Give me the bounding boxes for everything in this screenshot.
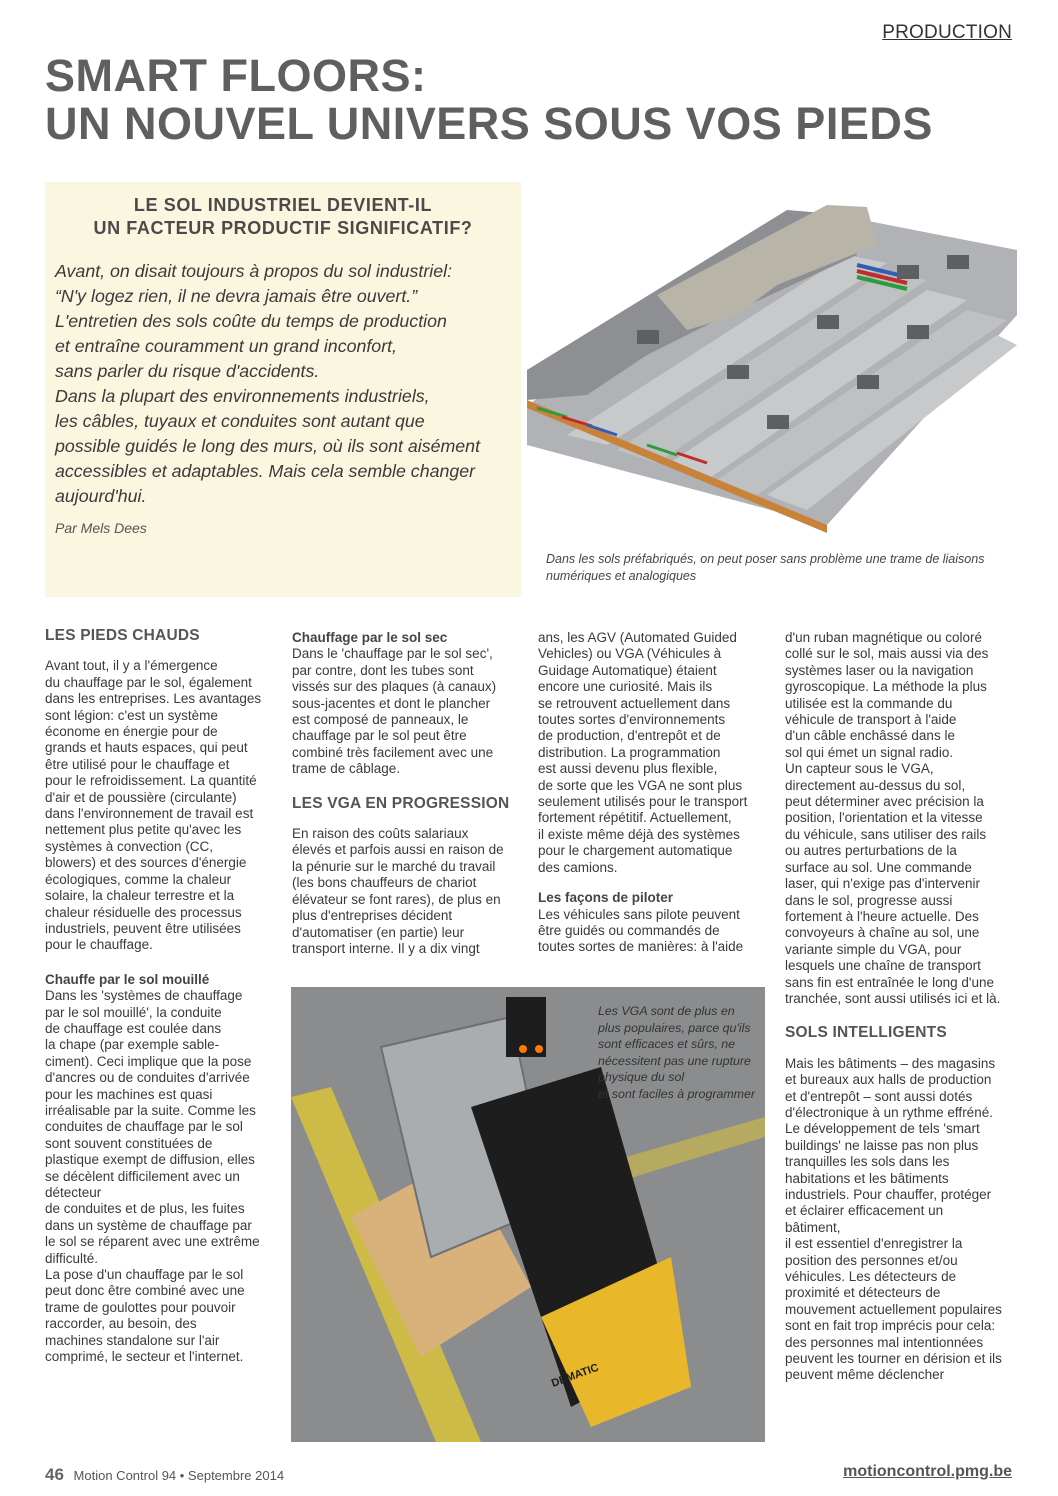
text-line: physique du sol: [598, 1070, 685, 1084]
text-line: La pose d'un chauffage par le sol: [45, 1267, 244, 1283]
text-line: grands et hauts espaces, qui peut: [45, 740, 248, 756]
intro-question-line-2: UN FACTEUR PRODUCTIF SIGNIFICATIF?: [93, 218, 473, 238]
text-line: ciment). Ceci implique que la pose: [45, 1053, 252, 1069]
text-line: plastique exempt de diffusion, elles: [45, 1152, 255, 1168]
text-line: habitations et les bâtiments: [785, 1170, 949, 1186]
text-line: Vehicles) ou VGA (Véhicules à: [538, 646, 722, 662]
text-line: et éclairer efficacement un: [785, 1203, 944, 1219]
column-2: [292, 630, 517, 957]
text-line: élévateur se font rares), de plus en: [292, 891, 501, 907]
subheading-chauffe-sol-mouille: Chauffe par le sol mouillé: [45, 971, 210, 987]
text-line: le sol se réparent avec une extrême: [45, 1234, 260, 1250]
text-line: blowers) et des sources d'énergie: [45, 855, 247, 871]
text-line: encore une curiosité. Mais ils: [538, 679, 713, 695]
col2-body-a: [292, 646, 517, 777]
text-line: sont en fait trop imprécis pour cela:: [785, 1318, 996, 1334]
text-line: Les véhicules sans pilote peuvent: [538, 906, 740, 922]
text-line: être utilisé pour le chauffage et: [45, 756, 230, 772]
text-line: vissés sur des plaques (à canaux): [292, 679, 497, 695]
text-line: combiné très facilement avec une: [292, 744, 494, 760]
heading-les-pieds-chauds: LES PIEDS CHAUDS: [45, 627, 200, 644]
text-line: est composé de panneaux, le: [292, 712, 469, 728]
text-line: laser, qui n'exige pas d'intervenir: [785, 876, 981, 892]
text-line: peuvent les tourner en dérision et ils: [785, 1351, 1002, 1367]
intro-box: [45, 182, 521, 597]
intro-text: [55, 259, 515, 509]
title-line-2: UN NOUVEL UNIVERS SOUS VOS PIEDS: [45, 98, 933, 149]
text-line: variante simple du VGA, pour: [785, 941, 962, 957]
publication-info: Motion Control 94 • Septembre 2014: [73, 1468, 285, 1483]
text-line: systèmes laser ou la navigation: [785, 662, 974, 678]
text-line: fortement répétitif. Actuellement,: [538, 810, 732, 826]
vehicle-brand-label: DEMATIC: [549, 1361, 601, 1390]
text-line: peut déterminer avec précision la: [785, 794, 984, 810]
text-line: systèmes à convection (CC,: [45, 838, 214, 854]
text-line: possible guidés le long des murs, où ils sont aisément: [55, 436, 481, 456]
text-line: d'automatiser (en partie) leur: [292, 924, 465, 940]
text-line: trame de câblage.: [292, 761, 401, 777]
text-line: industriels. Pour chauffer, protéger: [785, 1187, 992, 1202]
vga-figure-caption: [598, 1003, 758, 1102]
text-line: seulement utilisés pour le transport: [538, 794, 748, 810]
text-line: lesquels une chaîne de transport: [785, 958, 981, 974]
text-line: sont souvent constituées de: [45, 1135, 213, 1151]
text-line: la chape (par exemple sable-: [45, 1037, 220, 1053]
text-line: Dans les 'systèmes de chauffage: [45, 988, 243, 1004]
text-line: raccorder, au besoin, des: [45, 1316, 197, 1332]
text-line: conduites de chauffage par le sol: [45, 1119, 243, 1135]
text-line: des personnes mal intentionnées: [785, 1334, 984, 1350]
text-line: pour les machines est quasi: [45, 1086, 213, 1102]
text-line: élevés et parfois aussi en raison de: [292, 842, 504, 858]
text-line: il est essentiel d'enregistrer la: [785, 1236, 963, 1252]
text-line: et bureaux aux halls de production: [785, 1072, 992, 1088]
text-line: nécessitent pas une rupture: [598, 1053, 751, 1068]
text-line: sont légion: c'est un système: [45, 707, 218, 723]
text-line: convoyeurs à chaîne au sol, une: [785, 925, 980, 941]
text-line: tranquilles les sols dans les: [785, 1154, 950, 1170]
floor-cutaway-illustration: [527, 195, 1017, 545]
text-line: la pénurie sur le marché du travail: [292, 858, 496, 874]
text-line: sans fin est entraînée le long d'une: [785, 974, 994, 990]
floor-caption-line-1: Dans les sols préfabriqués, on peut poser sans problème une trame de liaisons: [546, 552, 985, 566]
text-line: se retrouvent actuellement dans: [538, 695, 731, 711]
col4-body-a: [785, 630, 1013, 1007]
text-line: Avant tout, il y a l'émergence: [45, 658, 218, 674]
col3-body-a: [538, 630, 763, 876]
text-line: utilisée est la commande du: [785, 695, 953, 711]
text-line: industriels, peuvent être utilisées: [45, 920, 241, 936]
text-line: et sont faciles à programmer: [598, 1086, 756, 1101]
floor-caption-line-2: numériques et analogiques: [546, 569, 697, 583]
text-line: ans, les AGV (Automated Guided: [538, 630, 737, 645]
text-line: Dans le 'chauffage par le sol sec',: [292, 646, 493, 662]
text-line: accessibles et adaptables. Mais cela semble changer: [55, 461, 476, 481]
text-line: Dans la plupart des environnements industriels,: [55, 386, 430, 406]
col1-body-b: [45, 988, 270, 1365]
text-line: Un capteur sous le VGA,: [785, 761, 934, 777]
text-line: d'ancres ou de conduites d'arrivée: [45, 1070, 250, 1086]
text-line: dans un système de chauffage par: [45, 1217, 252, 1233]
article-title: [45, 52, 1025, 148]
text-line: plus populaires, parce qu'ils: [598, 1020, 751, 1035]
intro-question: [45, 194, 521, 240]
text-line: pour le chauffage.: [45, 937, 153, 953]
text-line: toutes sortes d'environnements: [538, 712, 726, 728]
heading-les-vga-en-progression: LES VGA EN PROGRESSION: [292, 794, 510, 812]
text-line: pour le refroidissement. La quantité: [45, 773, 257, 789]
heading-sols-intelligents: SOLS INTELLIGENTS: [785, 1024, 947, 1042]
text-line: d'un ruban magnétique ou coloré: [785, 630, 982, 645]
text-line: position, l'orientation et la vitesse: [785, 810, 983, 826]
text-line: chaleur résiduelle des processus: [45, 904, 242, 920]
text-line: véhicules. Les détecteurs de: [785, 1269, 957, 1285]
text-line: (les bons chauffeurs de chariot: [292, 875, 477, 891]
text-line: de chauffage est coulée dans: [45, 1020, 222, 1036]
text-line: être guidés ou commandés de: [538, 922, 720, 938]
column-4: [785, 630, 1013, 1384]
col3-body-b: [538, 907, 763, 956]
footer-publication: [45, 1465, 284, 1485]
text-line: de conduites et de plus, les fuites: [45, 1201, 245, 1217]
text-line: par contre, dont les tubes sont: [292, 662, 474, 678]
text-line: peut donc être combiné avec une: [45, 1283, 245, 1299]
text-line: des camions.: [538, 859, 618, 875]
text-line: fortement à l'heure actuelle. Des: [785, 908, 979, 924]
text-line: dans les entreprises. Les avantages: [45, 691, 262, 707]
text-line: nettement plus petite qu'avec les: [45, 822, 242, 838]
intro-question-line-1: LE SOL INDUSTRIEL DEVIENT-IL: [133, 195, 433, 215]
text-line: économe en énergie pour de: [45, 724, 218, 740]
text-line: plus d'entreprises décident: [292, 908, 453, 924]
text-line: proximité et détecteurs de: [785, 1285, 941, 1301]
title-line-1: SMART FLOORS:: [45, 50, 427, 101]
col4-body-b: [785, 1056, 1013, 1384]
text-line: et entraîne couramment un grand inconfort,: [55, 336, 397, 356]
page-number: 46: [45, 1465, 64, 1484]
text-line: Le développement de tels 'smart: [785, 1121, 980, 1137]
text-line: surface au sol. Une commande: [785, 859, 972, 875]
text-line: aujourd'hui.: [55, 486, 147, 506]
text-line: comprimé, le secteur et l'internet.: [45, 1349, 244, 1365]
text-line: ou autres perturbations de la: [785, 843, 957, 859]
text-line: tranchée, sont aussi utilisés ici et là.: [785, 990, 1001, 1006]
text-line: buildings' ne laisse pas non plus: [785, 1137, 979, 1153]
text-line: de sorte que les VGA ne sont plus: [538, 777, 743, 793]
text-line: d'un câble enchâssé dans le: [785, 728, 955, 744]
text-line: Les VGA sont de plus en: [598, 1004, 735, 1018]
floor-figure-caption: [546, 551, 986, 585]
text-line: sont efficaces et sûrs, ne: [598, 1037, 736, 1051]
text-line: transport interne. Il y a dix vingt: [292, 940, 480, 956]
text-line: sous-jacentes et dont le plancher: [292, 695, 491, 711]
text-line: distribution. La programmation: [538, 744, 721, 760]
column-1: [45, 628, 270, 1365]
text-line: En raison des coûts salariaux: [292, 826, 469, 842]
subheading-facons-de-piloter: Les façons de piloter: [538, 890, 674, 906]
text-line: solaire, la chaleur terrestre et la: [45, 888, 235, 904]
text-line: par le sol mouillé', la conduite: [45, 1004, 222, 1020]
text-line: position des personnes et/ou: [785, 1252, 958, 1268]
text-line: et d'entrepôt – sont aussi dotés: [785, 1088, 973, 1104]
text-line: peuvent même déclencher: [785, 1367, 945, 1383]
text-line: dans le sol, progresse aussi: [785, 892, 953, 908]
text-line: pour le chargement automatique: [538, 843, 733, 859]
column-3: [538, 630, 763, 956]
col1-body-a: [45, 658, 270, 953]
text-line: “N'y logez rien, il ne devra jamais être ouvert.”: [55, 286, 418, 306]
text-line: est aussi devenu plus flexible,: [538, 761, 718, 777]
section-tag: PRODUCTION: [882, 22, 1012, 43]
text-line: du véhicule, sans utiliser des rails: [785, 826, 987, 842]
text-line: Mais les bâtiments – des magasins: [785, 1055, 996, 1071]
text-line: directement au-dessus du sol,: [785, 777, 966, 793]
text-line: mouvement actuellement populaires: [785, 1301, 1002, 1317]
text-line: difficulté.: [45, 1250, 99, 1266]
text-line: se décèlent difficilement avec un: [45, 1168, 240, 1184]
text-line: d'air et de poussière (circulante): [45, 789, 237, 805]
text-line: écologiques, comme la chaleur: [45, 871, 232, 887]
text-line: machines standalone sur l'air: [45, 1332, 220, 1348]
text-line: détecteur: [45, 1185, 102, 1200]
subheading-chauffage-sol-sec: Chauffage par le sol sec: [292, 630, 448, 645]
text-line: L'entretien des sols coûte du temps de production: [55, 311, 447, 331]
text-line: sol qui émet un signal radio.: [785, 744, 954, 760]
text-line: véhicule de transport à l'aide: [785, 712, 957, 728]
text-line: de production, d'entrepôt et de: [538, 728, 721, 744]
text-line: dans l'environnement de travail est: [45, 806, 254, 822]
text-line: les câbles, tuyaux et conduites sont autant que: [55, 411, 425, 431]
text-line: trame de goulottes pour pouvoir: [45, 1299, 236, 1315]
text-line: sans parler du risque d'accidents.: [55, 361, 320, 381]
text-line: du chauffage par le sol, également: [45, 674, 252, 690]
text-line: il existe même déjà des systèmes: [538, 826, 740, 842]
byline: Par Mels Dees: [55, 520, 147, 536]
text-line: irréalisable par la suite. Comme les: [45, 1102, 256, 1118]
text-line: d'électronique à un rythme effréné.: [785, 1104, 993, 1120]
text-line: Avant, on disait toujours à propos du sol industriel:: [55, 261, 453, 281]
text-line: collé sur le sol, mais aussi via des: [785, 646, 989, 662]
text-line: bâtiment,: [785, 1219, 841, 1235]
text-line: chauffage par le sol peut être: [292, 728, 467, 744]
text-line: gyroscopique. La méthode la plus: [785, 679, 987, 695]
footer-website-link[interactable]: motioncontrol.pmg.be: [843, 1463, 1012, 1480]
text-line: toutes sortes de manières: à l'aide: [538, 939, 744, 955]
col2-body-b: [292, 826, 517, 957]
text-line: Guidage Automatique) étaient: [538, 662, 717, 678]
